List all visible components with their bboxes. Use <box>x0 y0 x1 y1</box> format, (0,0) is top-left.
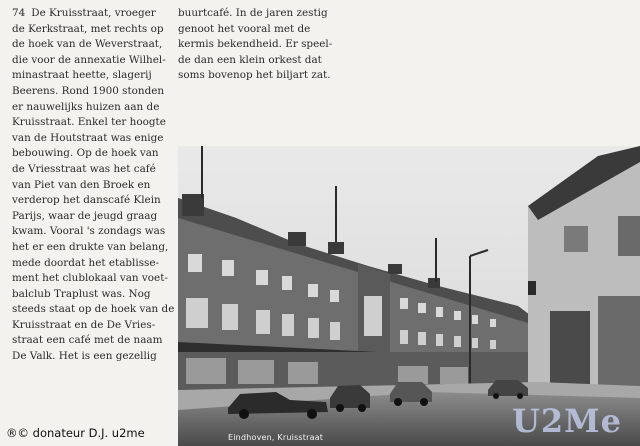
text-line: Kruisstraat en de De Vries- <box>12 318 156 331</box>
text-line: steeds staat op de hoek van de <box>12 303 175 316</box>
text-line: kermis bekendheid. Er speel- <box>178 38 333 51</box>
text-line: straat een café met de naam <box>12 334 163 347</box>
text-line: 74 De Kruisstraat, vroeger <box>12 7 156 19</box>
text-line: het er een drukte van belang, <box>12 240 169 253</box>
text-line: die voor de annexatie Wilhel- <box>12 53 166 66</box>
text-line: buurtcafé. In de jaren zestig <box>178 7 328 19</box>
text-line: Beerens. Rond 1900 stonden <box>12 84 165 97</box>
text-line: de Kerkstraat, met rechts op <box>12 22 164 35</box>
watermark-logo: U2Me <box>512 402 622 440</box>
text-line: bebouwing. Op de hoek van <box>12 147 159 160</box>
street-photo <box>178 146 640 446</box>
text-line: de Vriesstraat was het café <box>12 162 156 175</box>
text-line: soms bovenop het biljart zat. <box>178 69 331 82</box>
text-line: Parijs, waar de jeugd graag <box>12 209 158 222</box>
text-line: van Piet van den Broek en <box>12 178 151 191</box>
text-line: De Valk. Het is een gezellig <box>12 350 157 363</box>
text-line: de hoek van de Weverstraat, <box>12 38 163 51</box>
text-column-left <box>12 6 175 365</box>
text-line: balclub Traplust was. Nog <box>12 287 151 300</box>
text-line: ment het clublokaal van voet- <box>12 272 168 285</box>
text-line: minastraat heette, slagerij <box>12 69 152 82</box>
text-line: Kruisstraat. Enkel ter hoogte <box>12 116 166 129</box>
text-line: van de Houtstraat was enige <box>12 131 164 144</box>
text-column-right <box>178 6 338 84</box>
text-line: verderop het danscafé Klein <box>12 194 161 207</box>
text-line: de dan een klein orkest dat <box>178 53 322 66</box>
text-line: er nauwelijks huizen aan de <box>12 100 160 113</box>
photo-caption: Eindhoven, Kruisstraat <box>228 433 324 442</box>
text-line: genoot het vooral met de <box>178 22 311 35</box>
copyright-credit: ®© donateur D.J. u2me <box>6 426 145 440</box>
text-line: kwam. Vooral 's zondags was <box>12 225 166 238</box>
text-line: mede doordat het etablisse- <box>12 256 160 269</box>
page-number: 74 <box>12 7 26 19</box>
